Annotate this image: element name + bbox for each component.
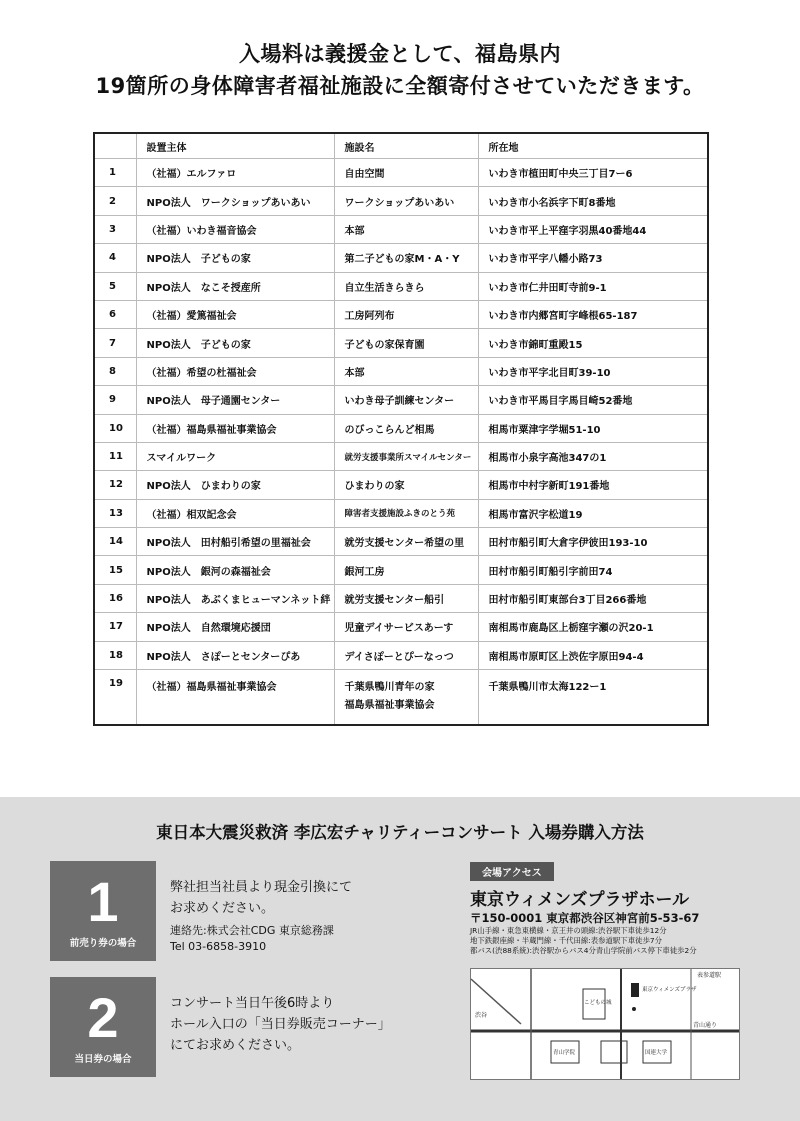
header-address: 所在地 (478, 133, 708, 159)
step-1-text (170, 877, 352, 955)
cell-address: いわき市錦町重殿15 (478, 329, 708, 357)
table-row (94, 442, 708, 470)
cell-facility: 本部 (334, 357, 478, 385)
cell-facility: 自由空間 (334, 159, 478, 187)
access-map (470, 968, 740, 1080)
cell-address: 田村市船引町船引字前田74 (478, 556, 708, 584)
table-header-row (94, 133, 708, 159)
table-row (94, 471, 708, 499)
purchase-section (0, 797, 800, 1121)
cell-facility: デイさぽーとぴーなっつ (334, 641, 478, 669)
purchase-title: 東日本大震災救済 李広宏チャリティーコンサート 入場券購入方法 (156, 823, 644, 842)
cell-address: いわき市仁井田町寺前9-1 (478, 272, 708, 300)
cell-facility: 就労支援センター希望の里 (334, 528, 478, 556)
cell-facility: 本部 (334, 215, 478, 243)
step-1-line-2: お求めください。 (170, 901, 275, 916)
table-row (94, 300, 708, 328)
cell-no: 14 (94, 528, 136, 556)
cell-no: 10 (94, 414, 136, 442)
table-row (94, 244, 708, 272)
step-2-text (170, 993, 391, 1056)
headline (0, 38, 800, 102)
cell-address: いわき市内郷宮町字峰根65-187 (478, 300, 708, 328)
cell-org: NPO法人 母子通園センター (136, 386, 334, 414)
cell-facility (334, 670, 478, 726)
map-label-shibuya: 渋谷 (475, 1012, 488, 1019)
cell-no: 8 (94, 357, 136, 385)
cell-no: 11 (94, 442, 136, 470)
cell-org: NPO法人 田村船引希望の里福祉会 (136, 528, 334, 556)
cell-address: 相馬市小泉字高池347の1 (478, 442, 708, 470)
cell-org: NPO法人 子どもの家 (136, 329, 334, 357)
cell-no: 9 (94, 386, 136, 414)
cell-facility: ワークショップあいあい (334, 187, 478, 215)
map-label-kodomo: こどもの城 (584, 1000, 612, 1006)
venue-name: 東京ウィメンズプラザホール (470, 890, 690, 910)
table-row-last (94, 670, 708, 726)
cell-no: 13 (94, 499, 136, 527)
cell-org: （社福）福島県福祉事業協会 (136, 414, 334, 442)
map-label-avenue: 青山通り (693, 1022, 718, 1029)
cell-facility-line-2: 福島県福祉事業協会 (344, 700, 435, 712)
cell-facility: 就労支援センター船引 (334, 584, 478, 612)
table-row (94, 414, 708, 442)
cell-no: 6 (94, 300, 136, 328)
step-1-box (50, 861, 156, 961)
step-2-line-2: ホール入口の「当日券販売コーナー」 (170, 1017, 391, 1032)
map-label-venue: 東京ウィメンズプラザ (642, 987, 697, 993)
cell-org: （社福）福島県福祉事業協会 (136, 670, 334, 726)
step-1-tel: Tel 03-6858-3910 (170, 940, 267, 953)
header-org: 設置主体 (136, 133, 334, 159)
cell-facility: いわき母子訓練センター (334, 386, 478, 414)
headline-line-2: 19箇所の身体障害者福祉施設に全額寄付させていただきます。 (95, 74, 705, 98)
step-2-number: 2 (87, 986, 119, 1049)
header-facility: 施設名 (334, 133, 478, 159)
cell-address: 千葉県鴨川市太海122ー1 (478, 670, 708, 726)
cell-address: いわき市平字北目町39-10 (478, 357, 708, 385)
table-row (94, 499, 708, 527)
cell-no: 17 (94, 613, 136, 641)
access-label: 会場アクセス (470, 862, 554, 881)
cell-org: （社福）愛篤福祉会 (136, 300, 334, 328)
cell-org: （社福）希望の杜福祉会 (136, 357, 334, 385)
step-1-contact: 連絡先:株式会社CDG 東京総務課 (170, 924, 334, 937)
cell-no: 19 (109, 678, 123, 690)
cell-facility: 工房阿列布 (334, 300, 478, 328)
cell-address: いわき市平字八幡小路73 (478, 244, 708, 272)
cell-org: （社福）エルファロ (136, 159, 334, 187)
cell-no: 5 (94, 272, 136, 300)
cell-address: 田村市船引町東部台3丁目266番地 (478, 584, 708, 612)
map-graphic (471, 969, 739, 1079)
cell-no: 7 (94, 329, 136, 357)
facility-table (93, 132, 709, 726)
headline-line-1: 入場料は義援金として、福島県内 (238, 42, 562, 66)
step-1-number: 1 (87, 870, 119, 933)
table-row (94, 272, 708, 300)
step-1-caption: 前売り券の場合 (69, 938, 137, 949)
step-2-box (50, 977, 156, 1077)
cell-no: 2 (94, 187, 136, 215)
cell-facility: 自立生活きらきら (334, 272, 478, 300)
cell-address: いわき市小名浜字下町8番地 (478, 187, 708, 215)
cell-address: 南相馬市鹿島区上栃窪字瀬の沢20-1 (478, 613, 708, 641)
cell-no: 16 (94, 584, 136, 612)
cell-facility: 子どもの家保育園 (334, 329, 478, 357)
table-row (94, 215, 708, 243)
cell-address: いわき市植田町中央三丁目7ー6 (478, 159, 708, 187)
cell-address: 相馬市富沢字松道19 (478, 499, 708, 527)
route-1: JR山手線・東急東横線・京王井の頭線:渋谷駅下車徒歩12分 (470, 926, 667, 935)
cell-address: 相馬市粟津字学堀51-10 (478, 414, 708, 442)
map-label-station: 表参道駅 (697, 972, 722, 979)
cell-facility: 障害者支援施設ふきのとう苑 (334, 499, 478, 527)
cell-facility: 銀河工房 (334, 556, 478, 584)
cell-facility: 第二子どもの家M・A・Y (334, 244, 478, 272)
step-2-line-1: コンサート当日午後6時より (170, 996, 335, 1011)
cell-org: NPO法人 ひまわりの家 (136, 471, 334, 499)
cell-org: NPO法人 銀河の森福祉会 (136, 556, 334, 584)
cell-address: いわき市平上平窪字羽黒40番地44 (478, 215, 708, 243)
table-row (94, 613, 708, 641)
cell-address: いわき市平馬目字馬目崎52番地 (478, 386, 708, 414)
cell-org: （社福）相双記念会 (136, 499, 334, 527)
table-row (94, 187, 708, 215)
step-2-caption: 当日券の場合 (74, 1054, 132, 1065)
cell-no: 1 (94, 159, 136, 187)
route-3: 都バス(渋88系統):渋谷駅からバス4分青山学院前バス停下車徒歩2分 (470, 946, 697, 956)
cell-address: 田村市船引町大倉字伊彼田193-10 (478, 528, 708, 556)
route-2: 地下鉄銀座線・半蔵門線・千代田線:表参道駅下車徒歩7分 (470, 936, 662, 946)
cell-facility: ひまわりの家 (334, 471, 478, 499)
map-label-un: 国連大学 (645, 1050, 668, 1056)
cell-org: （社福）いわき福音協会 (136, 215, 334, 243)
table-row (94, 159, 708, 187)
cell-org: NPO法人 ワークショップあいあい (136, 187, 334, 215)
cell-address: 相馬市中村字新町191番地 (478, 471, 708, 499)
cell-no: 4 (94, 244, 136, 272)
cell-no: 3 (94, 215, 136, 243)
cell-facility: 就労支援事業所スマイルセンター (334, 442, 478, 470)
step-2-line-3: にてお求めください。 (170, 1038, 301, 1053)
cell-no: 12 (94, 471, 136, 499)
venue-address: 〒150-0001 東京都渋谷区神宮前5-53-67 (470, 911, 700, 925)
cell-facility: のびっこらんど相馬 (334, 414, 478, 442)
cell-no: 15 (94, 556, 136, 584)
table-row (94, 584, 708, 612)
venue-access (470, 861, 740, 957)
table-row (94, 329, 708, 357)
map-label-aoyama: 青山学院 (553, 1050, 576, 1056)
table-row (94, 556, 708, 584)
cell-org: スマイルワーク (136, 442, 334, 470)
table-row (94, 641, 708, 669)
cell-org: NPO法人 子どもの家 (136, 244, 334, 272)
cell-facility-line-1: 千葉県鴨川青年の家 (344, 682, 435, 694)
cell-no: 18 (94, 641, 136, 669)
table-body (94, 159, 708, 726)
cell-org: NPO法人 なこそ授産所 (136, 272, 334, 300)
table-row (94, 528, 708, 556)
cell-facility: 児童デイサービスあーす (334, 613, 478, 641)
cell-org: NPO法人 さぽーとセンターぴあ (136, 641, 334, 669)
header-no (94, 133, 136, 159)
cell-org: NPO法人 あぶくまヒューマンネット絆 (136, 584, 334, 612)
table-row (94, 386, 708, 414)
step-1-line-1: 弊社担当社員より現金引換にて (170, 880, 353, 895)
cell-org: NPO法人 自然環境応援団 (136, 613, 334, 641)
table-row (94, 357, 708, 385)
cell-address: 南相馬市原町区上渋佐字原田94-4 (478, 641, 708, 669)
